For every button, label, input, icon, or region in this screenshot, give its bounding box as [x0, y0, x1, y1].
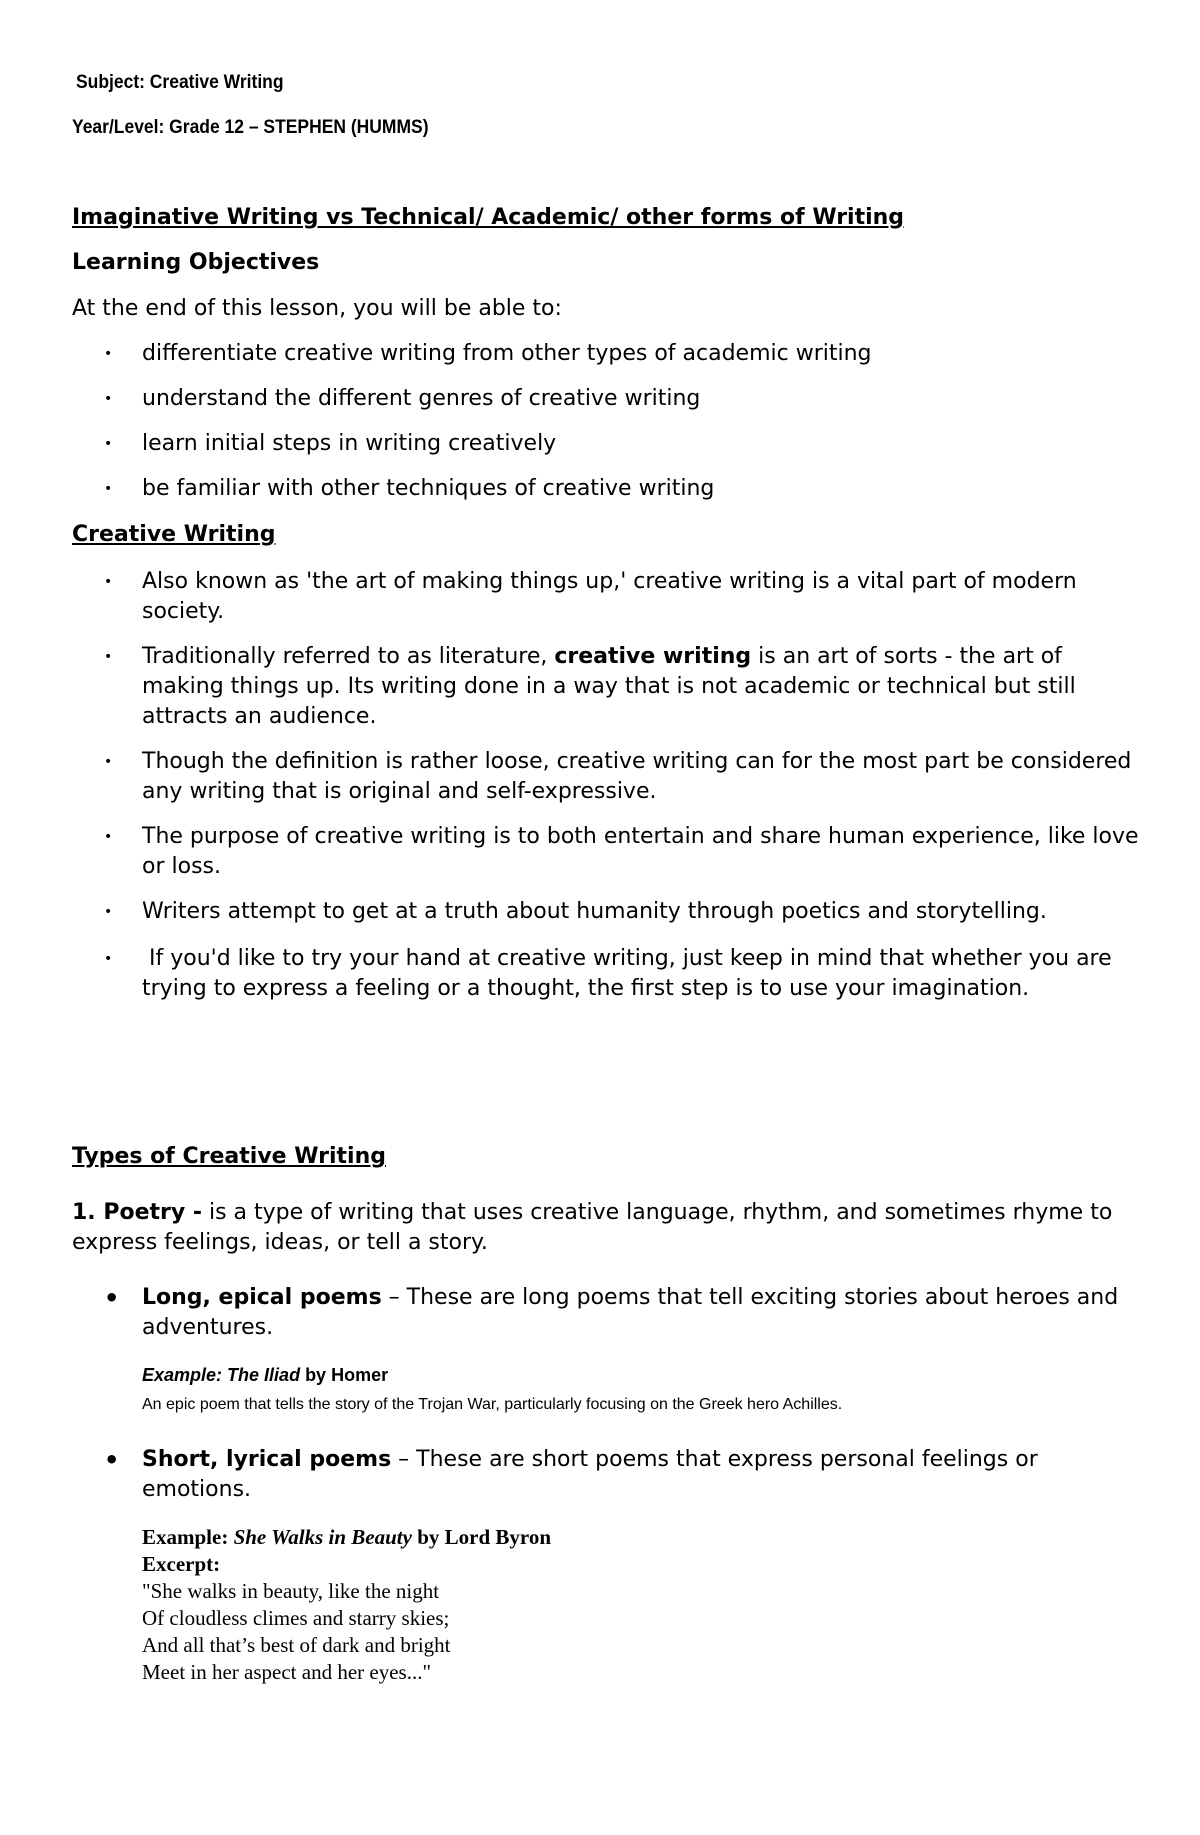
- example-title: She Walks in Beauty: [233, 1525, 412, 1549]
- document-title: Imaginative Writing vs Technical/ Academic/ other forms of Writing: [72, 205, 905, 230]
- creative-writing-point: Writers attempt to get at a truth about humanity through poetics and storytelling.: [142, 899, 1047, 924]
- excerpt-line: "She walks in beauty, like the night: [142, 1579, 440, 1603]
- point-bold-term: creative writing: [554, 644, 752, 669]
- objective-item: understand the different genres of creative writing: [142, 386, 701, 411]
- poetry-label: 1. Poetry -: [72, 1200, 202, 1225]
- example-prefix: Example:: [142, 1525, 234, 1549]
- bullet-icon: •: [104, 649, 113, 665]
- objective-item: differentiate creative writing from other types of academic writing: [142, 341, 872, 366]
- excerpt-line: Meet in her aspect and her eyes...": [142, 1660, 432, 1684]
- creative-writing-point: [142, 642, 1142, 732]
- excerpt-line: And all that’s best of dark and bright: [142, 1633, 451, 1657]
- objectives-intro: At the end of this lesson, you will be able to:: [72, 296, 562, 321]
- bullet-icon: •: [104, 346, 113, 362]
- short-poem-example: [142, 1524, 551, 1551]
- excerpt-line: Of cloudless climes and starry skies;: [142, 1606, 450, 1630]
- bullet-icon: •: [104, 904, 113, 920]
- poetry-text: is a type of writing that uses creative language, rhythm, and sometimes rhyme to express feelings, ideas, or tell a story.: [72, 1200, 1113, 1255]
- bullet-icon: •: [104, 829, 113, 845]
- example-suffix: by Homer: [300, 1365, 389, 1385]
- bullet-icon: •: [104, 391, 113, 407]
- creative-writing-point: If you'd like to try your hand at creative writing, just keep in mind that whether you are trying to express a feeling or a thought, the first step is to use your imagination.: [142, 946, 1119, 1001]
- bullet-icon: •: [104, 436, 113, 452]
- poem-type-text: – These are short poems that express personal feelings or emotions.: [142, 1447, 1038, 1502]
- poem-type-label: Long, epical poems: [142, 1285, 382, 1310]
- bullet-icon: •: [104, 1446, 120, 1474]
- bullet-icon: •: [104, 1284, 120, 1312]
- point-text: is an art of sorts - the art of making things up. Its writing done in a way that is not academic or technical but still attracts an audience.: [142, 644, 1076, 729]
- poem-type-long: [142, 1283, 1142, 1343]
- objectives-heading: Learning Objectives: [72, 250, 320, 275]
- bullet-icon: •: [104, 754, 113, 770]
- creative-writing-heading: Creative Writing: [72, 522, 276, 547]
- long-poem-example: [142, 1362, 388, 1388]
- point-text: Traditionally referred to as literature,: [142, 644, 555, 669]
- types-heading: Types of Creative Writing: [72, 1144, 386, 1169]
- long-poem-description: An epic poem that tells the story of the Trojan War, particularly focusing on the Greek hero Achilles.: [142, 1396, 843, 1413]
- bullet-icon: •: [104, 574, 113, 590]
- example-prefix: Example:: [142, 1365, 228, 1385]
- bullet-icon: •: [104, 951, 113, 967]
- poem-type-label: Short, lyrical poems: [142, 1447, 392, 1472]
- year-level-line: Year/Level: Grade 12 – STEPHEN (HUMMS): [72, 117, 429, 138]
- example-suffix: by Lord Byron: [411, 1525, 552, 1549]
- subject-line: Subject: Creative Writing: [76, 72, 284, 93]
- poem-type-short: [142, 1445, 1142, 1505]
- creative-writing-point: The purpose of creative writing is to both entertain and share human experience, like love or loss.: [142, 824, 1139, 879]
- excerpt-label: Excerpt:: [142, 1552, 221, 1576]
- creative-writing-point: Also known as 'the art of making things up,' creative writing is a vital part of modern society.: [142, 569, 1077, 624]
- bullet-icon: •: [104, 481, 113, 497]
- objective-item: learn initial steps in writing creatively: [142, 431, 557, 456]
- poetry-definition: [72, 1198, 1132, 1258]
- example-title: The Iliad: [227, 1365, 301, 1385]
- creative-writing-point: Though the definition is rather loose, creative writing can for the most part be considered any writing that is original and self-expressive.: [142, 749, 1132, 804]
- poem-type-text: – These are long poems that tell exciting stories about heroes and adventures.: [142, 1285, 1119, 1340]
- objective-item: be familiar with other techniques of creative writing: [142, 476, 715, 501]
